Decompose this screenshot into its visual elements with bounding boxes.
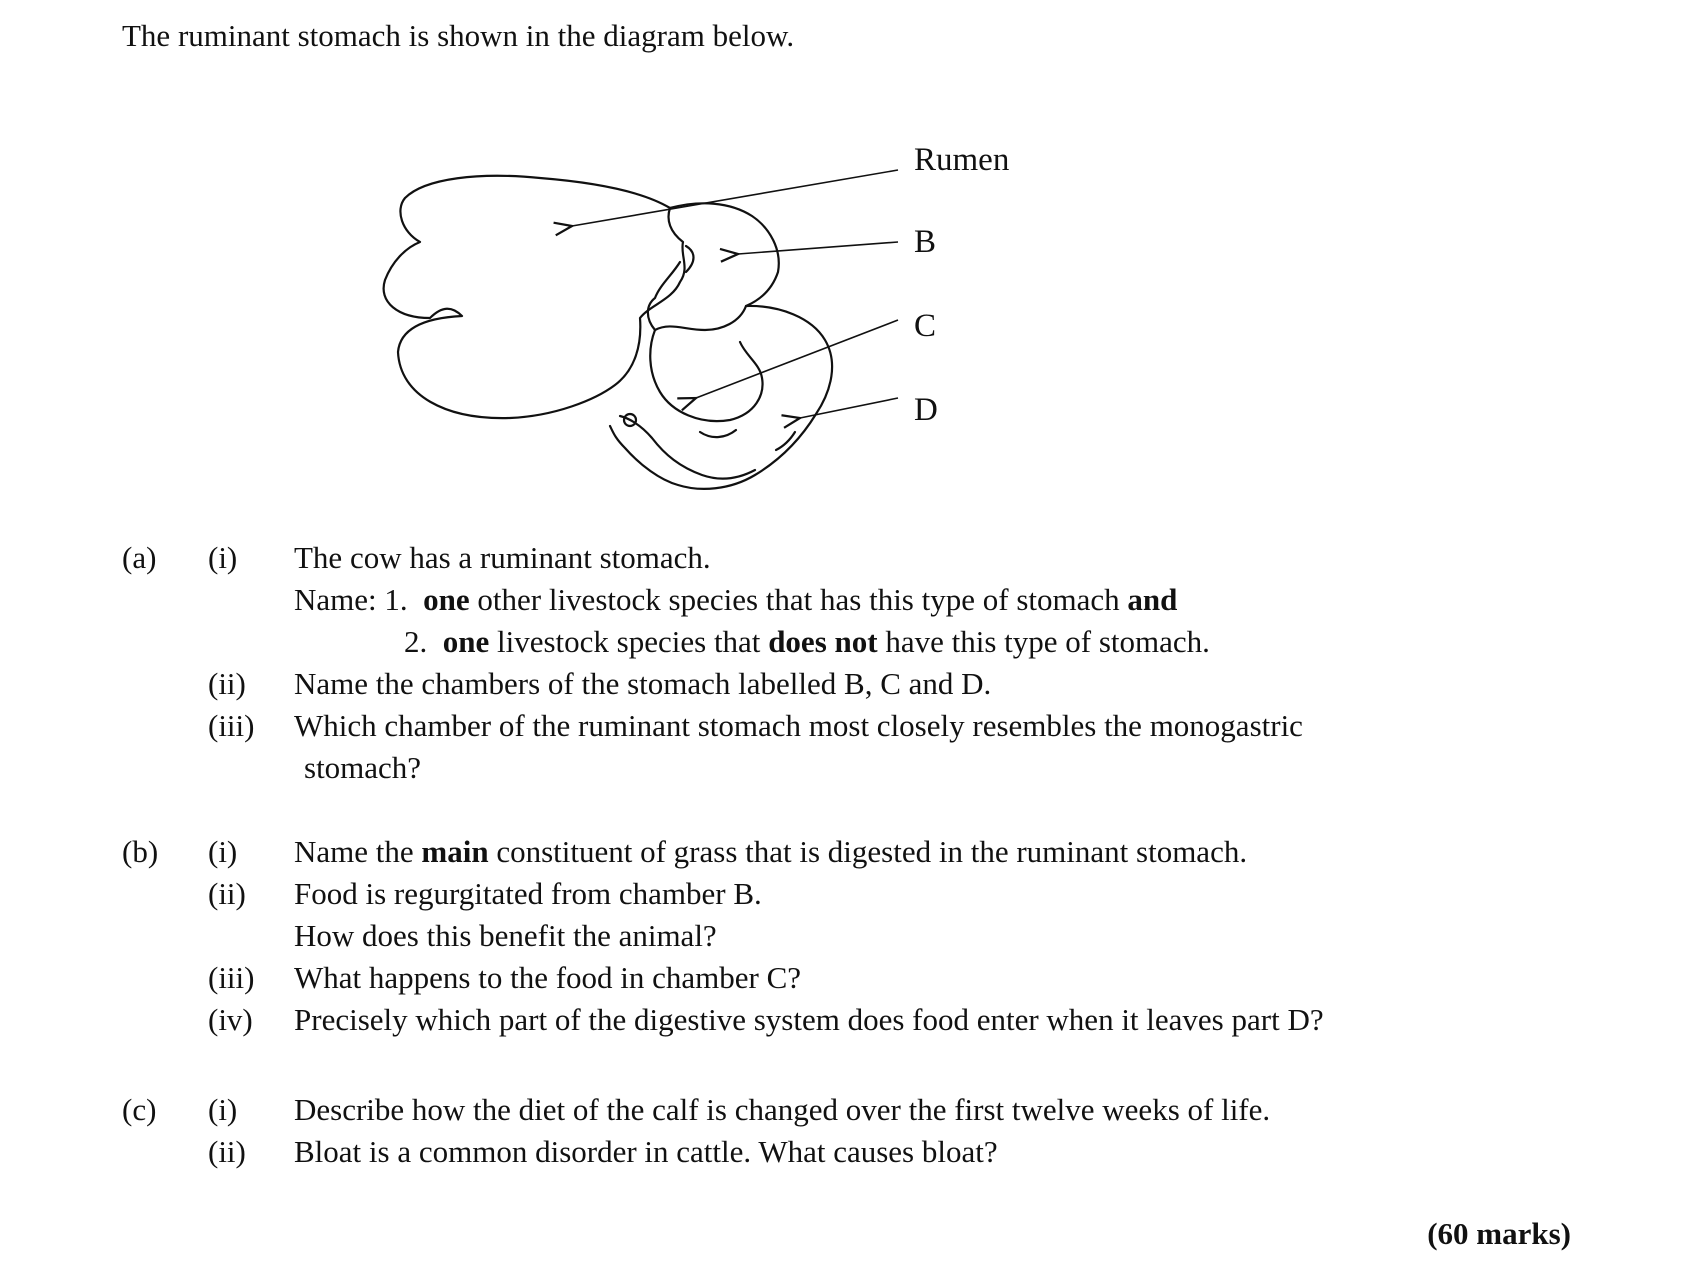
part-b-iii-text: What happens to the food in chamber C? xyxy=(294,960,802,995)
d-leader-line xyxy=(800,398,898,418)
label-rumen: Rumen xyxy=(914,142,1010,178)
part-b-label: (b) xyxy=(122,834,159,869)
part-a-iii-line2: stomach? xyxy=(304,750,422,785)
part-a-ii-text: Name the chambers of the stomach labelled B, C and D. xyxy=(294,666,992,701)
part-a-i-line1: The cow has a ruminant stomach. xyxy=(294,540,711,575)
part-b-i-text: Name the main constituent of grass that is digested in the ruminant stomach. xyxy=(294,834,1248,869)
part-c-i-text: Describe how the diet of the calf is changed over the first twelve weeks of life. xyxy=(294,1092,1271,1127)
label-d: D xyxy=(914,392,938,428)
part-a-i-num: (i) xyxy=(208,540,238,575)
rumen-outline xyxy=(384,176,685,418)
part-b-ii-line2: How does this benefit the animal? xyxy=(294,918,717,953)
part-a-iii-line1: Which chamber of the ruminant stomach most closely resembles the monogastric xyxy=(294,708,1303,743)
marks-total: (60 marks) xyxy=(1427,1216,1571,1251)
intro-text: The ruminant stomach is shown in the diagram below. xyxy=(122,18,795,53)
part-b-iv-text: Precisely which part of the digestive system does food enter when it leaves part D? xyxy=(294,1002,1324,1037)
part-b-ii-line1: Food is regurgitated from chamber B. xyxy=(294,876,762,911)
part-a-label: (a) xyxy=(122,540,157,575)
part-a-i-line3: 2. one livestock species that does not have this type of stomach. xyxy=(404,624,1210,659)
part-c-ii-text: Bloat is a common disorder in cattle. What causes bloat? xyxy=(294,1134,998,1169)
c-leader-line xyxy=(696,320,898,398)
part-b-iv-num: (iv) xyxy=(208,1002,253,1037)
intestine-outline xyxy=(620,416,755,479)
part-c-label: (c) xyxy=(122,1092,157,1127)
part-b-ii-num: (ii) xyxy=(208,876,246,911)
label-c: C xyxy=(914,308,937,344)
omasum-outline xyxy=(650,330,762,421)
rumen-leader-line xyxy=(572,170,898,226)
part-a-i-line2: Name: 1. one other livestock species that has this type of stomach and xyxy=(294,582,1178,617)
part-b-i-num: (i) xyxy=(208,834,238,869)
part-b-iii-num: (iii) xyxy=(208,960,255,995)
b-leader-line xyxy=(738,242,898,254)
part-a-ii-num: (ii) xyxy=(208,666,246,701)
part-c-ii-num: (ii) xyxy=(208,1134,246,1169)
label-b: B xyxy=(914,224,937,260)
abomasum-outline xyxy=(610,306,832,489)
reticulum-outline xyxy=(648,203,779,330)
part-c-i-num: (i) xyxy=(208,1092,238,1127)
part-a-iii-num: (iii) xyxy=(208,708,255,743)
